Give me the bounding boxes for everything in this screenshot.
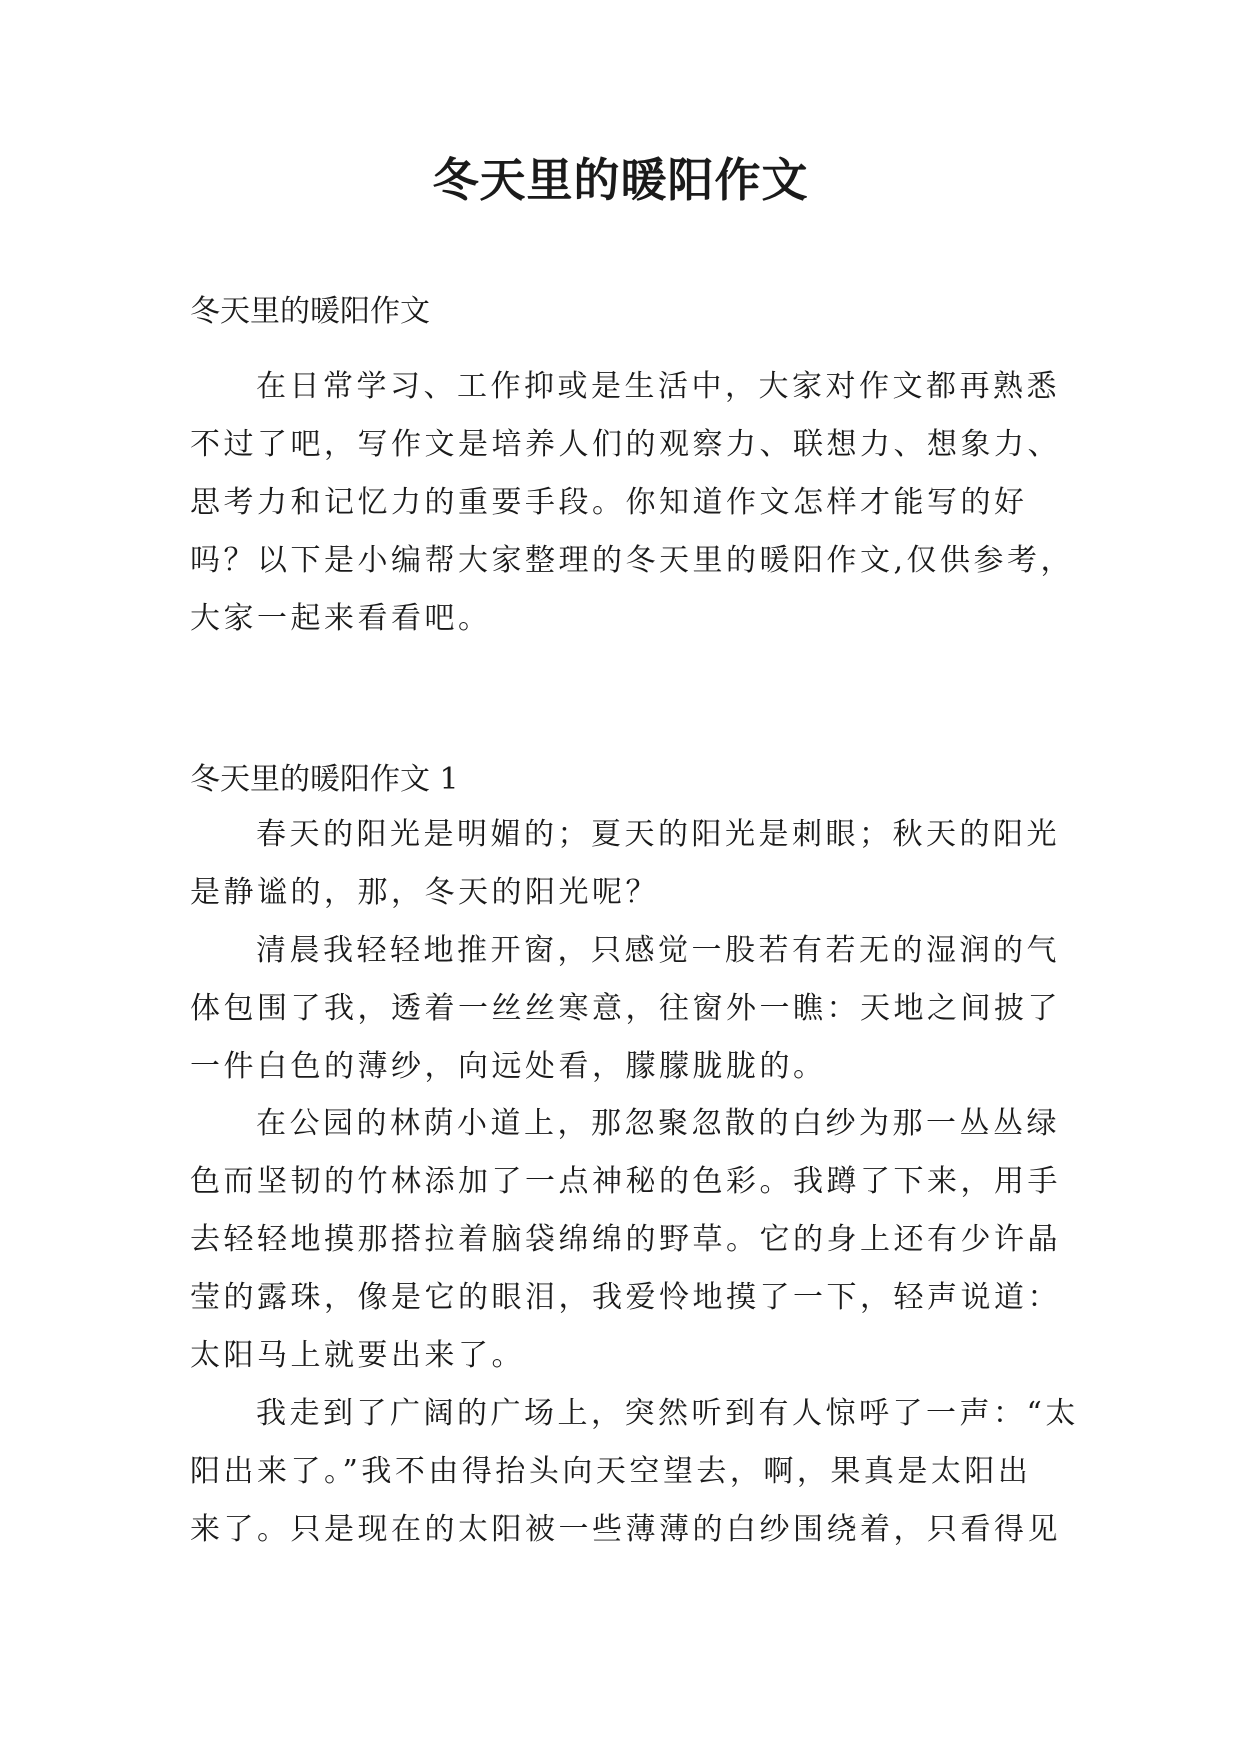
paragraph-line: 在公园的林荫小道上，那忽聚忽散的白纱为那一丛丛绿	[256, 1106, 1060, 1141]
paragraph-line: 来了。只是现在的太阳被一些薄薄的白纱围绕着，只看得见	[190, 1512, 1061, 1547]
intro-line: 在日常学习、工作抑或是生活中，大家对作文都再熟悉	[256, 369, 1060, 404]
paragraph-line: 是静谧的，那，冬天的阳光呢？	[190, 875, 659, 910]
paragraph-line: 去轻轻地摸那搭拉着脑袋绵绵的野草。它的身上还有少许晶	[190, 1222, 1061, 1257]
paragraph-line: 一件白色的薄纱，向远处看，朦朦胧胧的。	[190, 1049, 827, 1084]
paragraph-line: 色而坚韧的竹林添加了一点神秘的色彩。我蹲了下来，用手	[190, 1164, 1061, 1199]
paragraph-line: 清晨我轻轻地推开窗，只感觉一股若有若无的湿润的气	[256, 933, 1060, 968]
intro-line: 大家一起来看看吧。	[190, 601, 492, 636]
document-title: 冬天里的暖阳作文	[432, 153, 809, 207]
body-paragraph	[190, 1095, 1090, 1385]
body-paragraph	[190, 1385, 1090, 1559]
intro-line: 吗？以下是小编帮大家整理的冬天里的暖阳作文,仅供参考，	[190, 543, 1075, 578]
paragraph-line: 我走到了广阔的广场上，突然听到有人惊呼了一声：“太	[256, 1396, 1079, 1431]
document-subtitle: 冬天里的暖阳作文	[190, 294, 430, 329]
body-paragraph	[190, 806, 1090, 922]
paragraph-line: 太阳马上就要出来了。	[190, 1338, 525, 1373]
body-paragraph	[190, 922, 1090, 1096]
paragraph-line: 阳出来了。”我不由得抬头向天空望去，啊，果真是太阳出	[190, 1454, 1032, 1489]
intro-line: 不过了吧，写作文是培养人们的观察力、联想力、想象力、	[190, 427, 1061, 462]
intro-line: 思考力和记忆力的重要手段。你知道作文怎样才能写的好	[190, 485, 1028, 520]
paragraph-line: 体包围了我，透着一丝丝寒意，往窗外一瞧：天地之间披了	[190, 991, 1061, 1026]
paragraph-line: 春天的阳光是明媚的；夏天的阳光是刺眼；秋天的阳光	[256, 817, 1060, 852]
paragraph-line: 莹的露珠，像是它的眼泪，我爱怜地摸了一下，轻声说道：	[190, 1280, 1061, 1315]
section-heading: 冬天里的暖阳作文 1	[190, 762, 459, 797]
intro-paragraph	[190, 358, 1090, 648]
